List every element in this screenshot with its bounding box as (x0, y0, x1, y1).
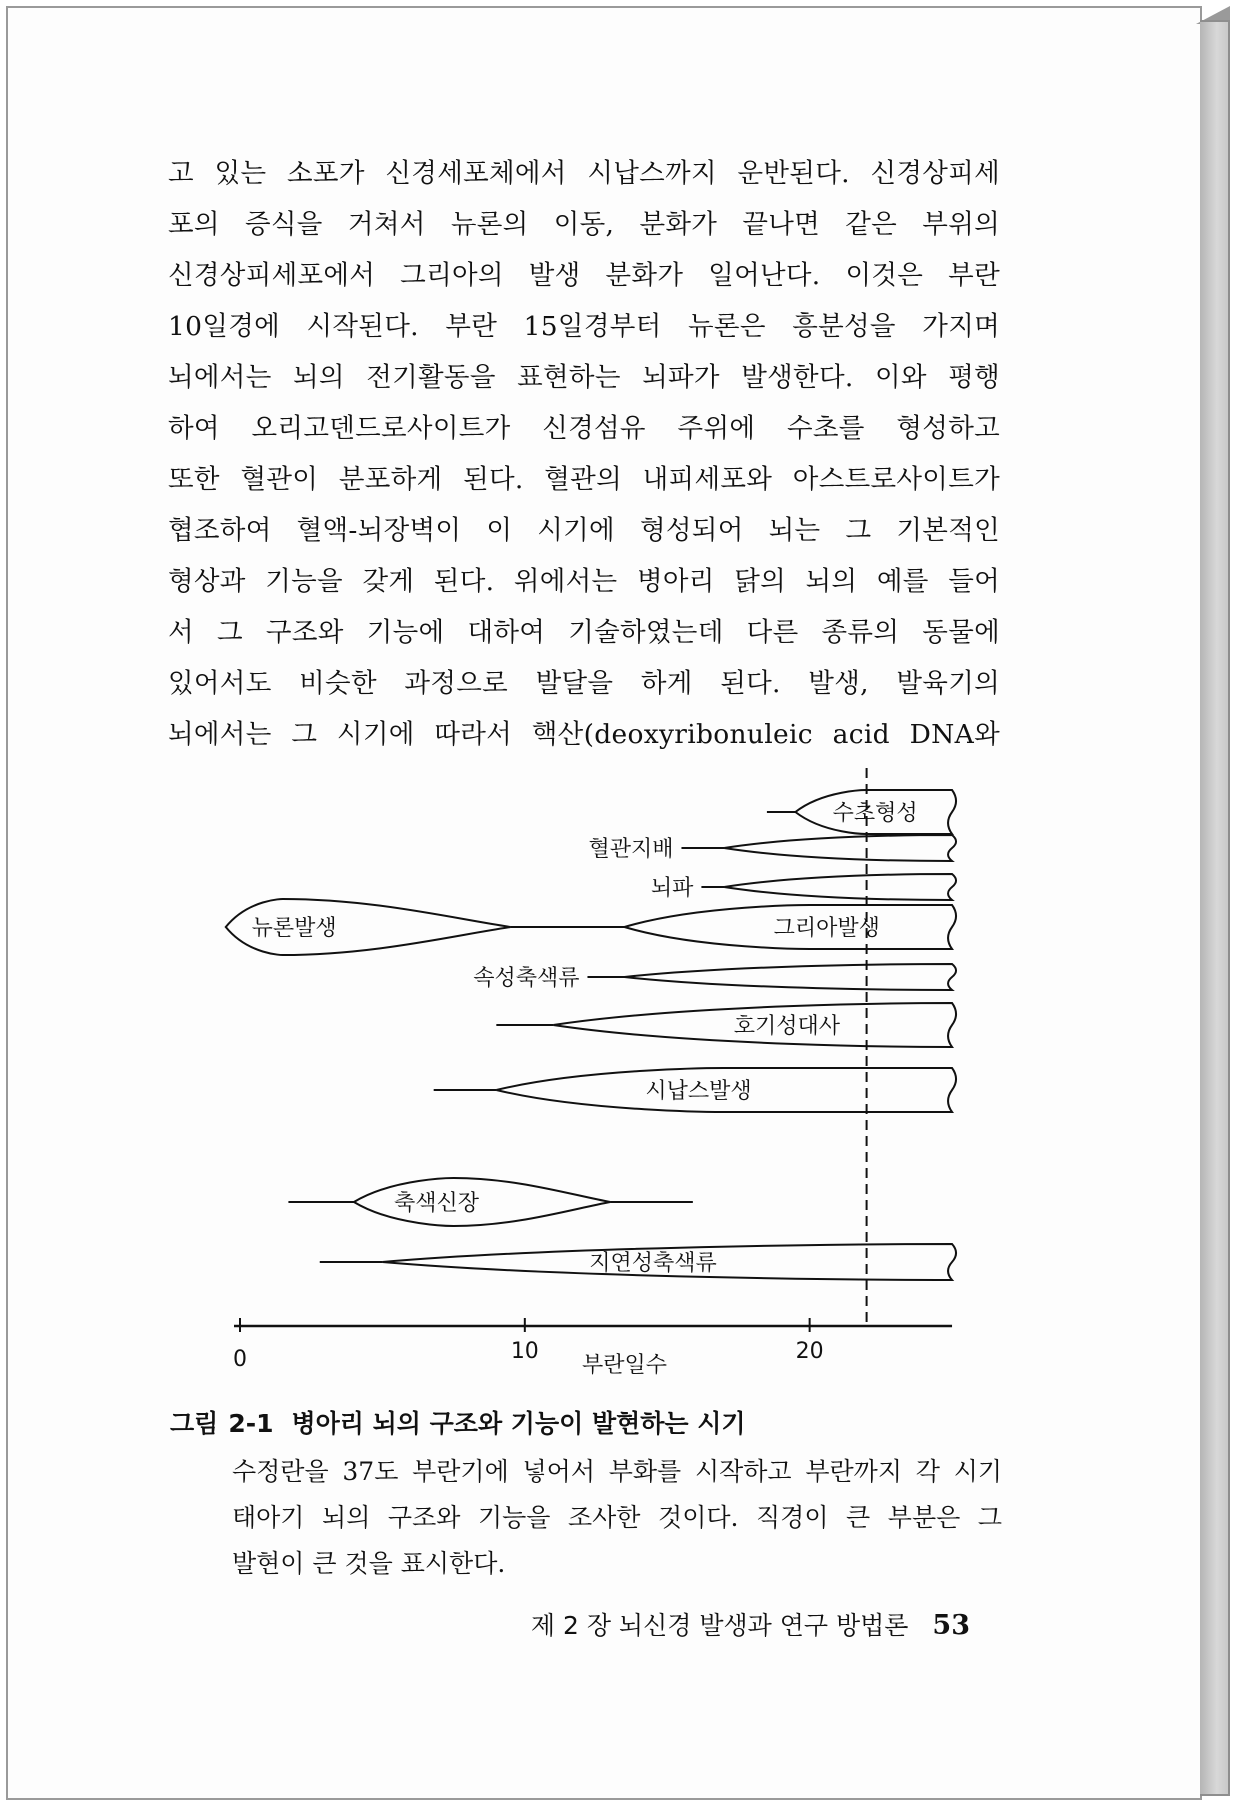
figure-caption-title (170, 1404, 1030, 1440)
body-line: 뇌에서는 그 시기에 따라서 핵산(deoxyribonuleic acid DNA와 (168, 719, 1000, 750)
series-shape-축색신장 (354, 1178, 610, 1226)
body-line: 형상과 기능을 갖게 된다. 위에서는 병아리 닭의 뇌의 예를 들어 (168, 566, 1000, 597)
series-shape-뇌파 (724, 874, 956, 900)
series-label: 속성축색류 (473, 966, 580, 991)
caption-line: 발현이 큰 것을 표시한다. (232, 1549, 506, 1578)
figure-caption-body (232, 1449, 1002, 1587)
caption-line: 태아기 뇌의 구조와 기능을 조사한 것이다. 직경이 큰 부분은 그 (232, 1503, 1002, 1532)
series-label: 지연성축색류 (589, 1251, 717, 1276)
series-label: 축색신장 (394, 1191, 480, 1216)
running-footer (520, 1606, 970, 1642)
series-label: 그리아발생 (773, 916, 880, 941)
body-line: 하여 오리고덴드로사이트가 신경섬유 주위에 수초를 형성하고 (168, 413, 1000, 444)
body-paragraph (168, 148, 1000, 760)
body-line: 포의 증식을 거쳐서 뉴론의 이동, 분화가 끝나면 같은 부위의 (168, 209, 1000, 240)
series-label: 시납스발생 (645, 1079, 752, 1104)
chapter-title: 제 2 장 뇌신경 발생과 연구 방법론 (530, 1611, 909, 1640)
figure-2-1 (168, 760, 1008, 1380)
x-axis-label: 부란일수 (581, 1353, 668, 1378)
body-line: 서 그 구조와 기능에 대하여 기술하였는데 다른 종류의 동물에 (168, 617, 1000, 648)
body-line: 또한 혈관이 분포하게 된다. 혈관의 내피세포와 아스트로사이트가 (168, 464, 1000, 495)
caption-prefix: 그림 (170, 1409, 219, 1438)
series-label: 호기성대사 (733, 1014, 840, 1039)
page-number: 53 (932, 1610, 970, 1641)
caption-line: 수정란을 37도 부란기에 넣어서 부화를 시작하고 부란까지 각 시기 (232, 1457, 1002, 1486)
body-line: 있어서도 비슷한 과정으로 발달을 하게 된다. 발생, 발육기의 (168, 668, 1000, 699)
body-line: 뇌에서는 뇌의 전기활동을 표현하는 뇌파가 발생한다. 이와 평행 (168, 362, 1000, 393)
caption-number: 2-1 (228, 1409, 274, 1438)
series-shape-속성축색류 (625, 964, 957, 990)
series-label: 뉴론발생 (251, 916, 337, 941)
page-stack-edge (1200, 20, 1230, 1796)
caption-title-text: 병아리 뇌의 구조와 기능이 발현하는 시기 (291, 1409, 746, 1438)
series-label: 수초형성 (832, 801, 918, 826)
x-tick-label: 0 (233, 1347, 247, 1372)
body-line: 고 있는 소포가 신경세포체에서 시납스까지 운반된다. 신경상피세 (168, 158, 1000, 189)
x-tick-label: 10 (510, 1339, 539, 1364)
series-shape-혈관지배 (724, 835, 956, 861)
body-line: 10일경에 시작된다. 부란 15일경부터 뉴론은 흥분성을 가지며 (168, 311, 1000, 342)
body-line: 신경상피세포에서 그리아의 발생 분화가 일어난다. 이것은 부란 (168, 260, 1000, 291)
series-label: 뇌파 (650, 876, 694, 901)
series-label: 혈관지배 (588, 837, 674, 862)
timeline-chart (168, 760, 1008, 1380)
x-tick-label: 20 (795, 1339, 824, 1364)
body-line: 협조하여 혈액-뇌장벽이 이 시기에 형성되어 뇌는 그 기본적인 (168, 515, 1000, 546)
